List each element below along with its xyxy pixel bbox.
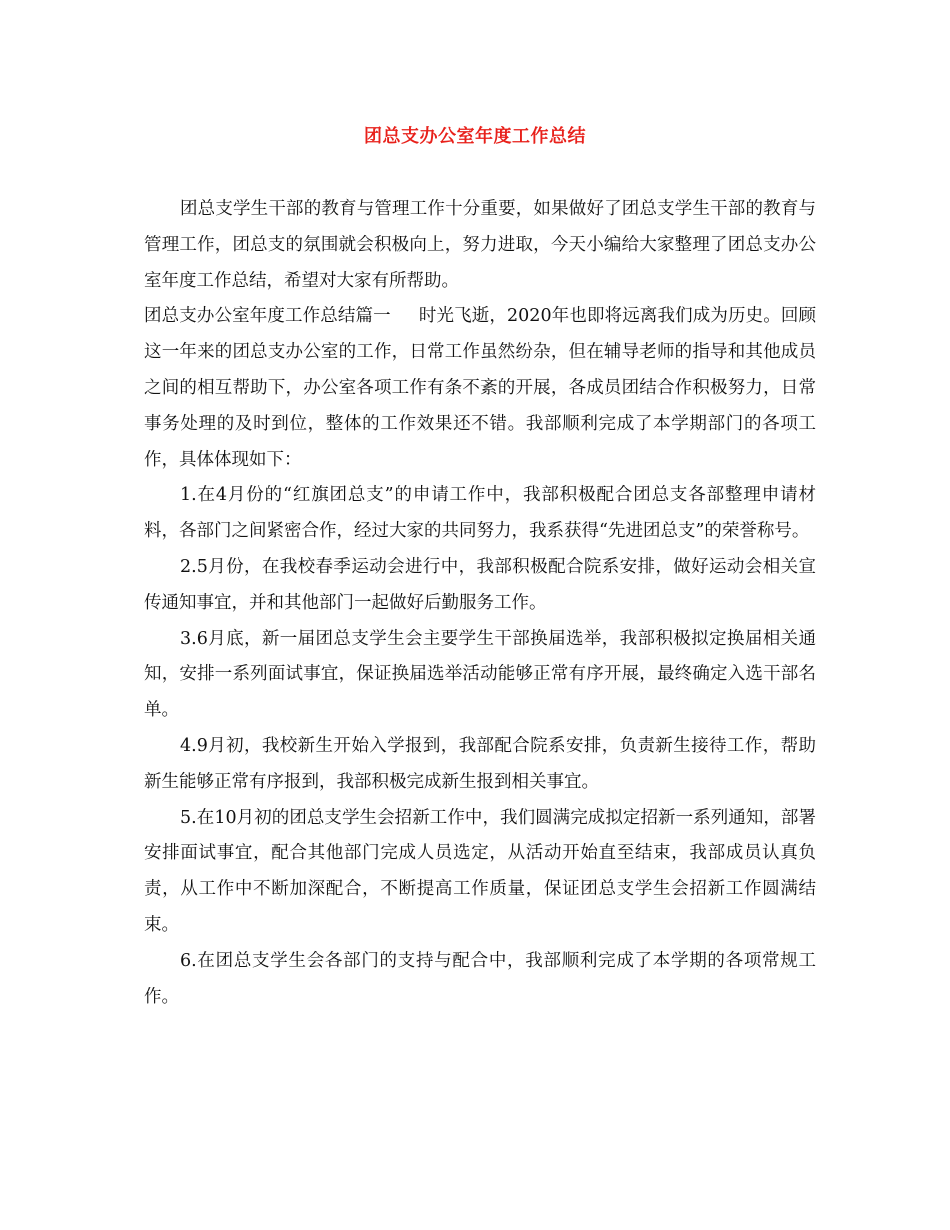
document-title: 团总支办公室年度工作总结	[364, 126, 586, 147]
section-heading: 团总支办公室年度工作总结篇一	[144, 306, 391, 327]
list-item: 4.9月初，我校新生开始入学报到，我部配合院系安排，负责新生接待工作，帮助新生能够正常有序报到，我部积极完成新生报到相关事宜。	[144, 735, 816, 792]
list-item: 2.5月份，在我校春季运动会进行中，我部积极配合院系安排，做好运动会相关宣传通知事宜，并和其他部门一起做好后勤服务工作。	[144, 556, 816, 613]
list-item: 1.在4月份的“红旗团总支”的申请工作中，我部积极配合团总支各部整理申请材料，各部门之间紧密合作，经过大家的共同努力，我系获得“先进团总支”的荣誉称号。	[144, 485, 816, 542]
intro-paragraph: 团总支学生干部的教育与管理工作十分重要，如果做好了团总支学生干部的教育与管理工作，团总支的氛围就会积极向上，努力进取，今天小编给大家整理了团总支办公室年度工作总结，希望对大家有所帮助。	[144, 199, 816, 291]
list-item: 3.6月底，新一届团总支学生会主要学生干部换届选举，我部积极拟定换届相关通知，安排一系列面试事宜，保证换届选举活动能够正常有序开展，最终确定入选干部名单。	[144, 628, 816, 721]
list-item: 6.在团总支学生会各部门的支持与配合中，我部顺利完成了本学期的各项常规工作。	[144, 950, 816, 1007]
section-opening: 时光飞逝，2020年也即将远离我们成为历史。回顾这一年来的团总支办公室的工作，日常工作虽然纷杂，但在辅导老师的指导和其他成员之间的相互帮助下，办公室各项工作有条不紊的开展，各成员团结合作积极努力，日常事务处理的及时到位，整体的工作效果还不错。我部顺利完成了本学期部门的各项工作，具体体现如下：	[144, 306, 816, 470]
section-paragraph	[144, 299, 816, 478]
document-body	[144, 192, 816, 1015]
list-item: 5.在10月初的团总支学生会招新工作中，我们圆满完成拟定招新一系列通知，部署安排面试事宜，配合其他部门完成人员选定，从活动开始直至结束，我部成员认真负责，从工作中不断加深配合，不断提高工作质量，保证团总支学生会招新工作圆满结束。	[144, 807, 816, 935]
